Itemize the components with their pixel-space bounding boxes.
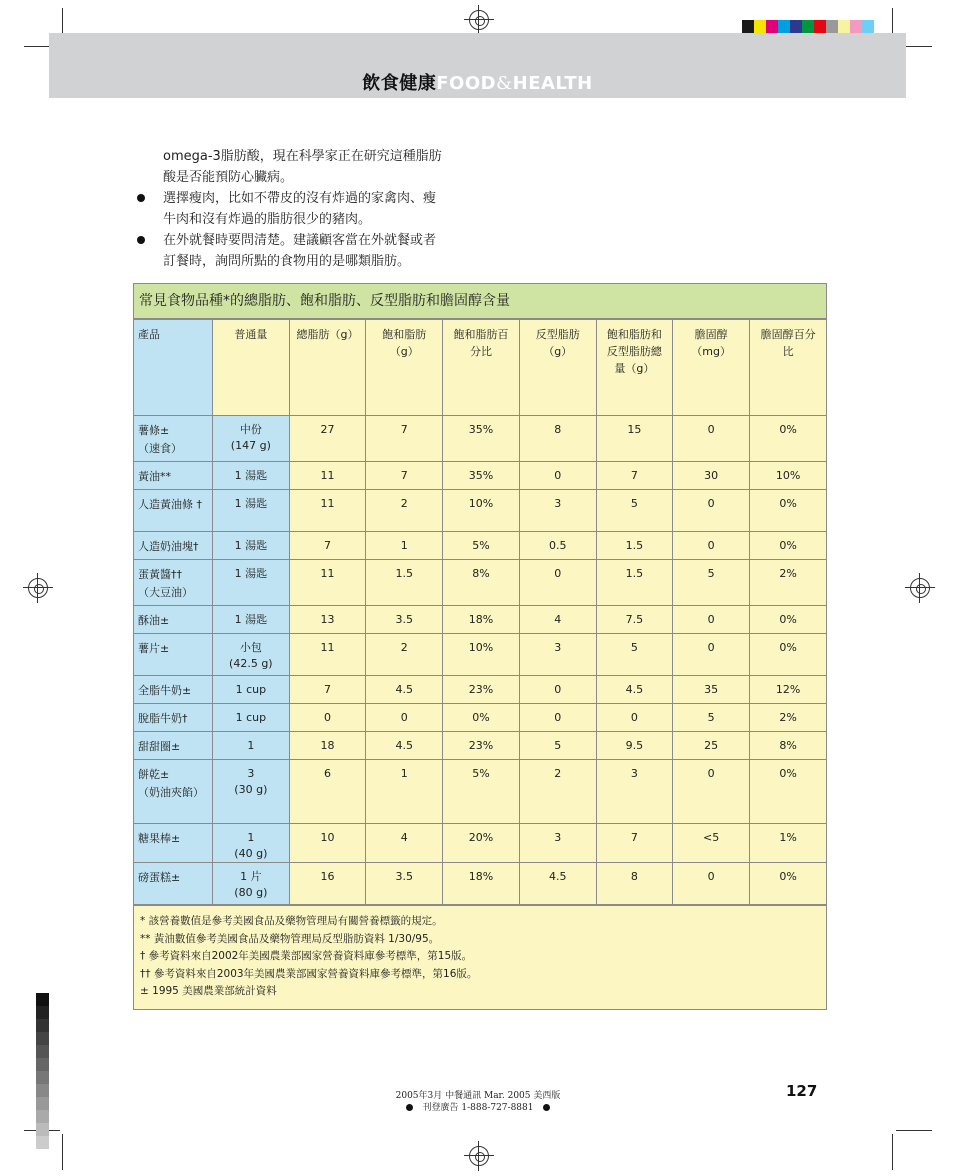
table-row	[134, 704, 826, 732]
product-name	[134, 824, 212, 863]
product-name-line: 磅蛋糕±	[138, 871, 181, 884]
text-line: omega-3脂肪酸，現在科學家正在研究這種脂肪	[163, 149, 442, 164]
value-cell: 0	[673, 490, 750, 532]
value-cell: 1.5	[596, 560, 672, 606]
value-cell: 5	[596, 634, 672, 676]
value-cell: 35	[673, 676, 750, 704]
value-cell: 20%	[443, 824, 519, 863]
value-cell: 0%	[750, 490, 826, 532]
product-name	[134, 760, 212, 824]
column-header	[750, 320, 826, 416]
product-name	[134, 634, 212, 676]
column-header-line: 反型脂肪總	[606, 345, 662, 358]
value-cell: 0%	[750, 760, 826, 824]
column-header-line: （g）	[389, 345, 419, 358]
value-cell: 2%	[750, 704, 826, 732]
value-cell: 2%	[750, 560, 826, 606]
value-cell: 23%	[443, 732, 519, 760]
color-swatch	[814, 20, 826, 33]
serving-size	[212, 760, 289, 824]
color-swatch	[826, 20, 838, 33]
value-cell: 11	[289, 462, 365, 490]
value-cell: 0	[673, 863, 750, 905]
table-row	[134, 676, 826, 704]
value-cell: 7	[596, 462, 672, 490]
product-name-line: 餅乾±	[138, 768, 170, 781]
serving-size-line: (42.5 g)	[229, 657, 273, 670]
value-cell: 5	[519, 732, 596, 760]
color-swatch	[766, 20, 778, 33]
product-name-line: 酥油±	[138, 614, 170, 627]
value-cell: 0	[366, 704, 443, 732]
product-name	[134, 676, 212, 704]
serving-size	[212, 676, 289, 704]
color-swatch	[862, 20, 874, 33]
value-cell: 4.5	[519, 863, 596, 905]
serving-size	[212, 863, 289, 905]
value-cell: 3	[519, 490, 596, 532]
fat-content-table	[133, 283, 827, 1010]
value-cell: 18%	[443, 606, 519, 634]
value-cell: 7	[289, 676, 365, 704]
value-cell: 11	[289, 634, 365, 676]
value-cell: 4	[519, 606, 596, 634]
value-cell: 2	[519, 760, 596, 824]
value-cell: 1	[366, 760, 443, 824]
value-cell: 5%	[443, 760, 519, 824]
value-cell: 3.5	[366, 606, 443, 634]
serving-size-line: 小包	[239, 641, 262, 654]
serving-size-line: 1 湯匙	[234, 613, 268, 626]
product-name-line: 糖果棒±	[138, 832, 181, 845]
value-cell: 10%	[443, 634, 519, 676]
table-row	[134, 824, 826, 863]
value-cell: 3	[596, 760, 672, 824]
table-row	[134, 560, 826, 606]
value-cell: 1.5	[366, 560, 443, 606]
value-cell: 4.5	[366, 732, 443, 760]
product-name-line: 全脂牛奶±	[138, 684, 192, 697]
value-cell: 30	[673, 462, 750, 490]
column-header-line: 量（g）	[614, 362, 655, 375]
section-title-ampersand: &	[496, 73, 513, 94]
registration-mark	[469, 1146, 489, 1166]
header-band	[49, 33, 906, 98]
value-cell: 3	[519, 824, 596, 863]
serving-size	[212, 824, 289, 863]
value-cell: 2	[366, 634, 443, 676]
value-cell: 3.5	[366, 863, 443, 905]
registration-mark	[469, 10, 489, 30]
color-swatch	[742, 20, 754, 33]
value-cell: 0	[673, 634, 750, 676]
section-title	[49, 69, 906, 95]
color-calibration-bar	[742, 20, 874, 33]
column-header	[366, 320, 443, 416]
table-row	[134, 634, 826, 676]
text-line: 訂餐時，詢問所點的食物用的是哪類脂肪。	[163, 254, 411, 269]
table-row	[134, 760, 826, 824]
product-name-line: 薯條±	[138, 424, 170, 437]
footnote: * 該營養數值是參考美國食品及藥物管理局有關營養標籤的規定。	[140, 915, 443, 927]
column-header	[134, 320, 212, 416]
registration-mark	[28, 578, 48, 598]
bullet-icon	[543, 1104, 550, 1111]
serving-size-line: 1 湯匙	[234, 567, 268, 580]
value-cell: 0	[673, 760, 750, 824]
column-header	[443, 320, 519, 416]
value-cell: 35%	[443, 462, 519, 490]
bullet-icon	[406, 1104, 413, 1111]
serving-size	[212, 732, 289, 760]
table-row	[134, 732, 826, 760]
value-cell: 0	[596, 704, 672, 732]
value-cell: 0%	[750, 863, 826, 905]
value-cell: 8	[519, 416, 596, 462]
column-header-line: 普通量	[234, 328, 268, 341]
column-header-line: （mg）	[691, 345, 731, 358]
color-swatch	[850, 20, 862, 33]
product-name	[134, 416, 212, 462]
table-row	[134, 606, 826, 634]
value-cell: 7	[366, 462, 443, 490]
value-cell: 27	[289, 416, 365, 462]
product-name	[134, 560, 212, 606]
value-cell: 5	[673, 704, 750, 732]
registration-mark	[910, 578, 930, 598]
serving-size	[212, 560, 289, 606]
value-cell: 7	[366, 416, 443, 462]
table-row	[134, 863, 826, 905]
column-header	[212, 320, 289, 416]
value-cell: 8%	[443, 560, 519, 606]
value-cell: 12%	[750, 676, 826, 704]
product-name-line: 黃油**	[138, 470, 171, 483]
serving-size-line: (30 g)	[234, 783, 268, 796]
footer-advertising: 刊登廣告 1-888-727-8881	[422, 1103, 534, 1113]
value-cell: 3	[519, 634, 596, 676]
value-cell: 25	[673, 732, 750, 760]
serving-size-line: 1 cup	[235, 711, 267, 724]
value-cell: 2	[366, 490, 443, 532]
value-cell: 8	[596, 863, 672, 905]
table-footnotes	[134, 905, 826, 1009]
serving-size-line: (80 g)	[234, 886, 268, 899]
value-cell: 0	[519, 560, 596, 606]
serving-size-line: 1	[247, 831, 255, 844]
value-cell: 23%	[443, 676, 519, 704]
value-cell: 10%	[443, 490, 519, 532]
serving-size-line: 1 片	[240, 870, 262, 883]
product-name	[134, 732, 212, 760]
value-cell: 5%	[443, 532, 519, 560]
column-header-line: 飽和脂肪百	[453, 328, 509, 341]
bullet-item	[135, 188, 495, 230]
section-title-zh: 飲食健康	[362, 73, 437, 94]
product-name	[134, 863, 212, 905]
column-header-line: （g）	[543, 345, 573, 358]
value-cell: 18%	[443, 863, 519, 905]
text-line: 選擇瘦肉，比如不帶皮的沒有炸過的家禽肉、瘦	[163, 191, 437, 206]
value-cell: 11	[289, 560, 365, 606]
serving-size-line: 1 cup	[235, 683, 267, 696]
product-name	[134, 490, 212, 532]
serving-size	[212, 416, 289, 462]
value-cell: 4.5	[596, 676, 672, 704]
value-cell: 35%	[443, 416, 519, 462]
value-cell: 7	[289, 532, 365, 560]
color-swatch	[802, 20, 814, 33]
footnote: ± 1995 美國農業部統計資料	[140, 985, 277, 997]
value-cell: 4.5	[366, 676, 443, 704]
footnote: † 參考資料來自2002年美國農業部國家營養資料庫參考標準，第15版。	[140, 950, 473, 962]
value-cell: 7	[596, 824, 672, 863]
column-header	[519, 320, 596, 416]
serving-size	[212, 606, 289, 634]
product-name	[134, 532, 212, 560]
column-header-line: 飽和脂肪和	[606, 328, 662, 341]
value-cell: 0%	[750, 606, 826, 634]
column-header-line: 產品	[138, 328, 160, 341]
value-cell: 0%	[443, 704, 519, 732]
column-header-line: 比	[782, 345, 794, 358]
value-cell: 9.5	[596, 732, 672, 760]
value-cell: 0%	[750, 416, 826, 462]
product-name-line: 人造奶油塊†	[138, 540, 199, 553]
serving-size-line: 中份	[239, 423, 262, 436]
value-cell: 5	[673, 560, 750, 606]
serving-size-line: 1	[247, 739, 255, 752]
serving-size	[212, 532, 289, 560]
column-header	[289, 320, 365, 416]
footnote: ** 黃油數值參考美國食品及藥物管理局反型脂肪資料 1/30/95。	[140, 932, 440, 945]
color-swatch	[778, 20, 790, 33]
product-name	[134, 606, 212, 634]
value-cell: 7.5	[596, 606, 672, 634]
value-cell: 11	[289, 490, 365, 532]
serving-size-line: 1 湯匙	[234, 497, 268, 510]
bullet-item	[135, 230, 495, 272]
serving-size	[212, 634, 289, 676]
intro-text	[135, 146, 495, 272]
value-cell: 5	[596, 490, 672, 532]
value-cell: 10%	[750, 462, 826, 490]
value-cell: 1%	[750, 824, 826, 863]
value-cell: 15	[596, 416, 672, 462]
table-row	[134, 462, 826, 490]
product-name-line: 脫脂牛奶†	[138, 712, 188, 725]
column-header-line: 膽固醇百分	[760, 328, 816, 341]
value-cell: 0	[673, 606, 750, 634]
value-cell: 1	[366, 532, 443, 560]
value-cell: 0%	[750, 532, 826, 560]
column-header-line: 反型脂肪	[535, 328, 580, 341]
color-swatch	[838, 20, 850, 33]
color-swatch	[790, 20, 802, 33]
product-name-line: 人造黃油條 †	[138, 498, 202, 511]
serving-size-line: (40 g)	[234, 847, 268, 860]
value-cell: 0%	[750, 634, 826, 676]
column-header-line: 膽固醇	[694, 328, 728, 341]
product-name	[134, 462, 212, 490]
serving-size-line: 1 湯匙	[234, 539, 268, 552]
crop-mark	[896, 1130, 932, 1131]
product-name-line: 薯片±	[138, 642, 170, 655]
footnote: †† 參考資料來自2003年美國農業部國家營養資料庫參考標準，第16版。	[140, 967, 478, 980]
value-cell: 0	[289, 704, 365, 732]
product-name-line: （大豆油）	[138, 586, 193, 599]
column-header	[596, 320, 672, 416]
value-cell: 6	[289, 760, 365, 824]
value-cell: <5	[673, 824, 750, 863]
column-header-line: 總脂肪（g）	[296, 328, 359, 341]
column-header-line: 分比	[469, 345, 492, 358]
serving-size	[212, 462, 289, 490]
section-title-en-health: HEALTH	[512, 73, 593, 94]
table-row	[134, 532, 826, 560]
serving-size	[212, 704, 289, 732]
serving-size	[212, 490, 289, 532]
text-line: 酸是否能預防心臟病。	[163, 170, 294, 185]
value-cell: 0	[519, 462, 596, 490]
table-row	[134, 416, 826, 462]
value-cell: 13	[289, 606, 365, 634]
value-cell: 16	[289, 863, 365, 905]
serving-size-line: 1 湯匙	[234, 469, 268, 482]
product-name-line: 蛋黃醬††	[138, 568, 182, 581]
column-header	[673, 320, 750, 416]
value-cell: 0	[519, 704, 596, 732]
column-header-line: 飽和脂肪	[382, 328, 427, 341]
footer-publication: 2005年3月 中餐通訊 Mar. 2005 美西版	[395, 1091, 561, 1101]
page-number: 127	[786, 1082, 818, 1100]
serving-size-line: 3	[247, 767, 255, 780]
product-name-line: （奶油夾餡）	[138, 786, 204, 799]
value-cell: 0	[519, 676, 596, 704]
paragraph	[135, 146, 495, 188]
product-name-line: 甜甜圈±	[138, 740, 181, 753]
value-cell: 10	[289, 824, 365, 863]
color-swatch	[754, 20, 766, 33]
product-name	[134, 704, 212, 732]
value-cell: 0.5	[519, 532, 596, 560]
serving-size-line: (147 g)	[230, 439, 271, 452]
value-cell: 0	[673, 532, 750, 560]
value-cell: 1.5	[596, 532, 672, 560]
value-cell: 18	[289, 732, 365, 760]
crop-mark	[892, 1134, 893, 1170]
table-title: 常見食物品種*的總脂肪、飽和脂肪、反型脂肪和膽固醇含量	[134, 284, 826, 319]
value-cell: 4	[366, 824, 443, 863]
table-row	[134, 490, 826, 532]
crop-mark	[62, 1134, 63, 1170]
text-line: 在外就餐時要問清楚。建議顧客當在外就餐或者	[163, 233, 437, 248]
value-cell: 8%	[750, 732, 826, 760]
product-name-line: （速食）	[138, 442, 182, 455]
text-line: 牛肉和沒有炸過的脂肪很少的豬肉。	[163, 212, 372, 227]
section-title-en-food: FOOD	[436, 73, 497, 94]
value-cell: 0	[673, 416, 750, 462]
grayscale-calibration-strip	[36, 993, 49, 1149]
